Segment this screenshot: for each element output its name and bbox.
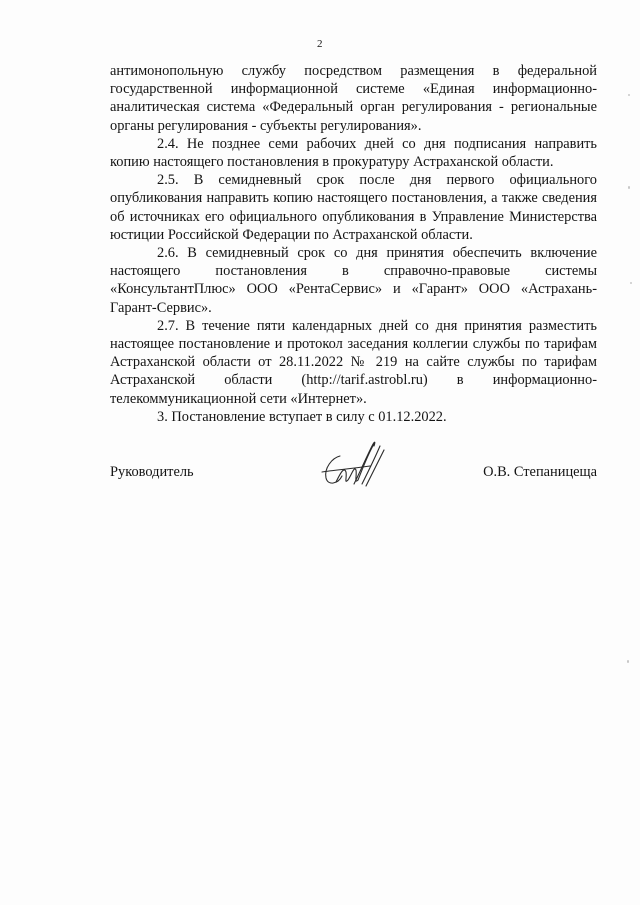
paragraph-continuation: антимонопольную службу посредством размещения в федеральной государственной информационной системе «Единая информационно-аналитическая система «Федеральный орган регулирования - региональные органы регулирования - субъекты регулирования». (110, 63, 597, 134)
document-body (110, 62, 597, 426)
paragraph-3: 3. Постановление вступает в силу с 01.12.2022. (157, 408, 447, 425)
paragraph-2-6: 2.6. В семидневный срок со дня принятия обеспечить включение настоящего постановления в справочно-правовые системы «КонсультантПлюс» ООО «РентаСервис» и «Гарант» ООО «Астрахань-Гарант-Сервис». (110, 245, 597, 316)
paragraph-2-4: 2.4. Не позднее семи рабочих дней со дня подписания направить копию настоящего постановления в прокуратуру Астраханской области. (110, 135, 597, 171)
signatory-title: Руководитель (110, 464, 194, 480)
signatory-name: О.В. Степаницеща (483, 464, 597, 480)
scan-artifact (627, 660, 629, 663)
page-number: 2 (317, 38, 323, 50)
paragraph-2-7: 2.7. В течение пяти календарных дней со дня принятия разместить настоящее постановление и протокол заседания коллегии службы по тарифам Астраханской области от 28.11.2022 № 219 на сайте службы по тарифам Астраханской области (http://tarif.astrobl.ru) в информационно-телекоммуникационной сети «Интернет». (110, 317, 597, 407)
scan-artifact (630, 282, 632, 284)
scan-artifact (628, 186, 630, 189)
handwritten-signature (314, 436, 390, 494)
paragraph-2-5: 2.5. В семидневный срок после дня первого официального опубликования направить копию настоящего постановления, а также сведения об источниках его официального опубликования в Управление Министерства юстиции Российской Федерации по Астраханской области. (110, 172, 597, 243)
scan-artifact (628, 94, 630, 96)
